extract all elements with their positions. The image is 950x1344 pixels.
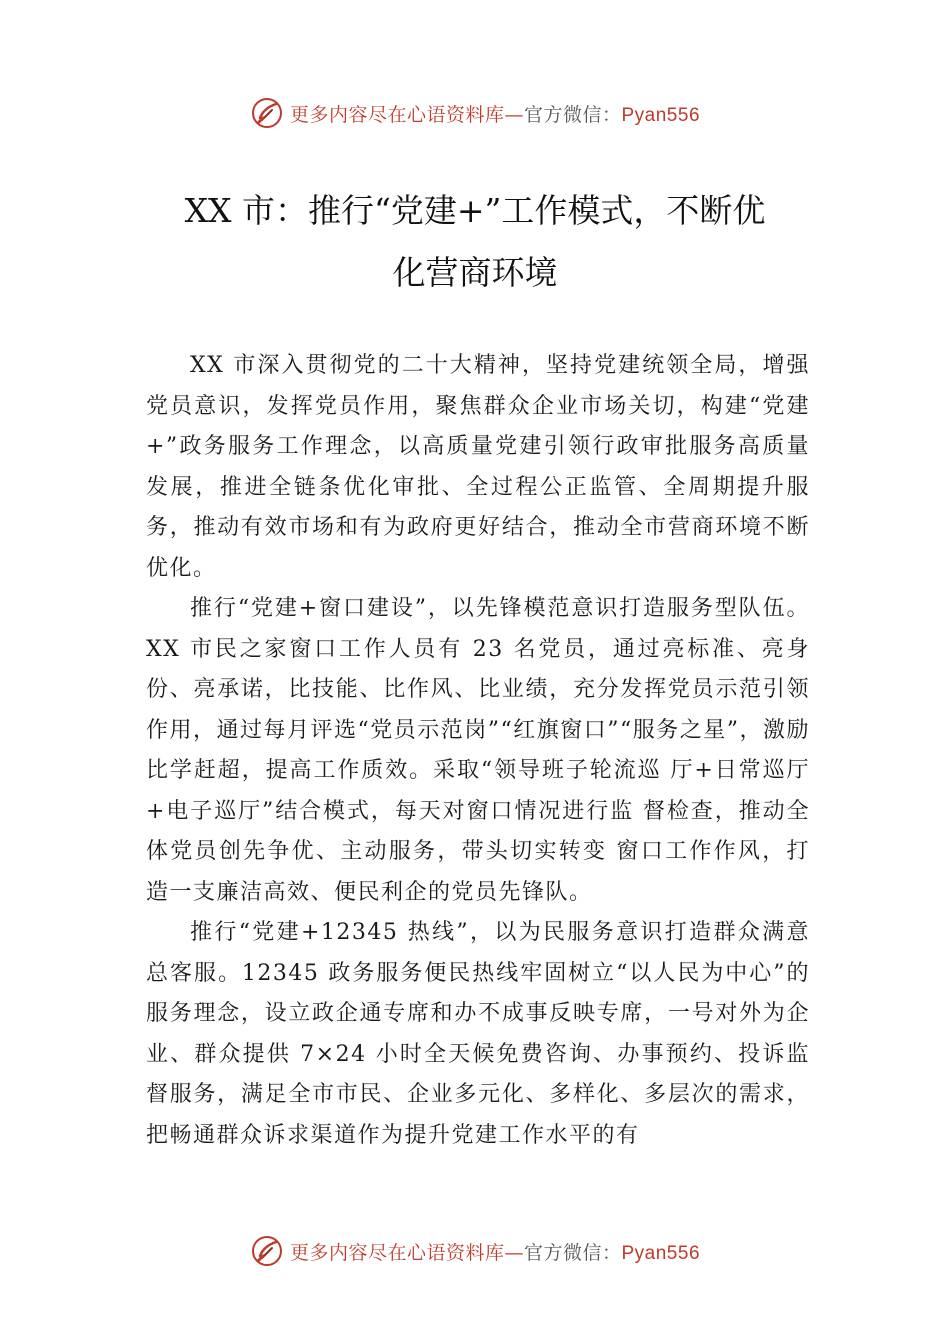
title-line-1: XX 市：推行“党建+”工作模式，不断优: [184, 191, 766, 230]
watermark-text: [290, 100, 700, 127]
watermark-dash: —: [504, 103, 524, 126]
brand-logo-icon: [250, 96, 284, 130]
watermark-footer: [0, 1234, 950, 1268]
watermark-text: [290, 1238, 700, 1265]
watermark-header: [0, 96, 950, 130]
paragraph-1: XX 市深入贯彻党的二十大精神，坚持党建统领全局，增强党员意识，发挥党员作用，聚焦群众企业市场关切，构建“党建+”政务服务工作理念，以高质量党建引领行政审批服务高质量发展，推进全链条优化审批、全过程公正监管、全周期提升服务，推动有效市场和有为政府更好结合，推动全市营商环境不断优化。: [146, 353, 810, 581]
watermark-wechat-label: 官方微信：: [523, 1241, 622, 1264]
watermark-dash: —: [504, 1241, 524, 1264]
paragraph-2: 推行“党建+窗口建设”，以先锋模范意识打造服务型队伍。XX 市民之家窗口工作人员有 23 名党员，通过亮标准、亮身份、亮承诺，比技能、比作风、比业绩，充分发挥党员示范引领作用，通过每月评选“党员示范岗”“红旗窗口”“服务之星”，激励比学赶超，提高工作质效。采取“领导班子轮流巡 厅+日常巡厅+电子巡厅”结合模式，每天对窗口情况进行监 督检查，推动全体党员创先争优、主动服务，带头切实转变 窗口工作作风，打造一支廉洁高效、便民利企的党员先锋队。: [146, 596, 810, 905]
watermark-brand: 更多内容尽在心语资料库: [289, 103, 505, 126]
watermark-wechat-label: 官方微信：: [523, 103, 622, 126]
title-line-2: 化营商环境: [392, 253, 558, 292]
watermark-wechat-id: Pyan556: [621, 104, 701, 126]
paragraph-3: 推行“党建+12345 热线”，以为民服务意识打造群众满意总客服。12345 政务服务便民热线牢固树立“以人民为中心”的服务理念，设立政企通专席和办不成事反映专席，一号对外为企业、群众提供 7×24 小时全天候免费咨询、办事预约、投诉监督服务，满足全市市民、企业多元化、多样化、多层次的需求，把畅通群众诉求渠道作为提升党建工作水平的有: [146, 920, 810, 1148]
document-title: [120, 180, 830, 304]
watermark-brand: 更多内容尽在心语资料库: [289, 1241, 505, 1264]
watermark-wechat-id: Pyan556: [621, 1242, 701, 1264]
document-body: [146, 346, 810, 1156]
brand-logo-icon: [250, 1234, 284, 1268]
